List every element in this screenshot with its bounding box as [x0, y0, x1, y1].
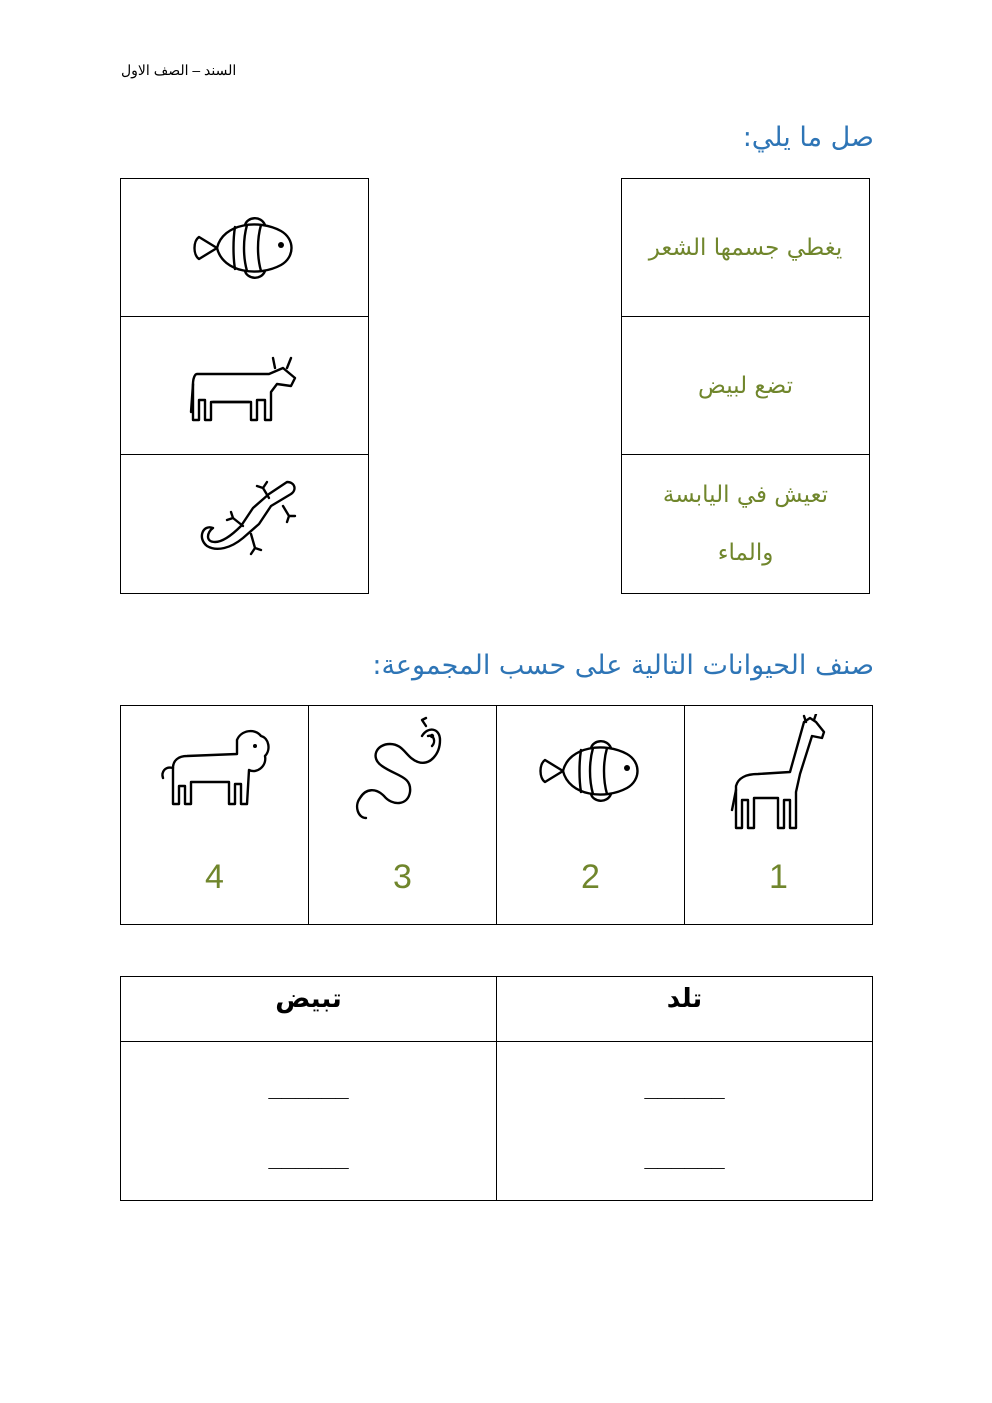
sort-table-header — [121, 977, 872, 1042]
header-cell-give-birth — [496, 977, 872, 1041]
snake-icon — [348, 714, 458, 826]
picture-cell-fish[interactable] — [121, 179, 368, 317]
answer-blank[interactable]: ______ — [644, 1075, 725, 1102]
cow-icon — [187, 346, 303, 426]
lion-icon — [155, 724, 275, 814]
animal-number-3: 3 — [393, 858, 412, 896]
sort-table — [120, 976, 873, 1201]
fish-icon — [535, 736, 647, 806]
animal-cell-3[interactable] — [308, 706, 496, 924]
answer-blank[interactable]: ______ — [268, 1145, 349, 1172]
statement-text-2: تضع لبيض — [698, 372, 793, 399]
animal-cell-1[interactable] — [684, 706, 872, 924]
header-give-birth: تلد — [666, 984, 703, 1014]
answer-blank[interactable]: ______ — [268, 1075, 349, 1102]
picture-cell-lizard[interactable] — [121, 455, 368, 593]
statement-cell-1[interactable] — [622, 179, 869, 317]
sort-table-body — [121, 1042, 872, 1200]
header-lay-eggs: تبيض — [275, 984, 342, 1014]
statement-cell-2[interactable] — [622, 317, 869, 455]
answer-cell-lay-eggs[interactable] — [121, 1042, 496, 1200]
picture-cell-cow[interactable] — [121, 317, 368, 455]
animal-number-4: 4 — [205, 858, 224, 896]
picture-column — [120, 178, 369, 594]
statement-cell-3[interactable] — [622, 455, 869, 593]
giraffe-icon — [724, 714, 834, 836]
header-cell-lay-eggs — [121, 977, 496, 1041]
section-title-classify: صنف الحيوانات التالية على حسب المجموعة: — [372, 650, 874, 681]
answer-cell-give-birth[interactable] — [496, 1042, 872, 1200]
statement-column — [621, 178, 870, 594]
statement-text-3: تعيش في اليابسة والماء — [662, 482, 829, 566]
animals-table — [120, 705, 873, 925]
animal-number-1: 1 — [769, 858, 788, 896]
statement-text-1: يغطي جسمها الشعر — [648, 234, 843, 261]
animal-number-2: 2 — [581, 858, 600, 896]
section-title-match: صل ما يلي: — [742, 122, 874, 153]
animal-cell-4[interactable] — [121, 706, 308, 924]
page-header: السند – الصف الاول — [121, 62, 237, 78]
fish-icon — [189, 213, 301, 283]
answer-blank[interactable]: ______ — [644, 1145, 725, 1172]
lizard-icon — [187, 476, 303, 572]
animal-cell-2[interactable] — [496, 706, 684, 924]
